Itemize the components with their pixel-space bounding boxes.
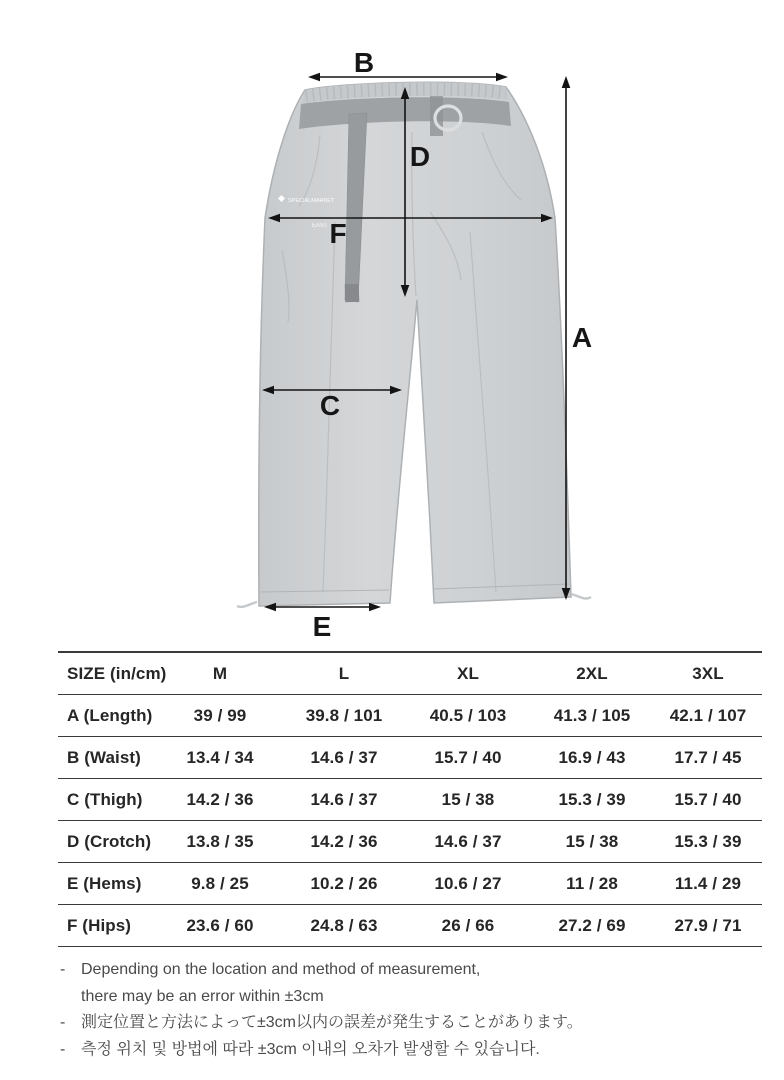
size-value-cell: 13.8 / 35 (158, 821, 282, 863)
size-value-cell: 17.7 / 45 (654, 737, 762, 779)
size-value-cell: 14.6 / 37 (282, 779, 406, 821)
size-value-cell: 15 / 38 (406, 779, 530, 821)
note-bullet: - (60, 961, 66, 978)
size-value-cell: 15.7 / 40 (654, 779, 762, 821)
size-value-cell: 23.6 / 60 (158, 905, 282, 947)
measure-label-f: F (329, 218, 347, 249)
measure-label-d: D (409, 141, 431, 172)
size-column-header: M (158, 652, 282, 695)
note-item (60, 957, 740, 1010)
measurement-notes (60, 957, 740, 1063)
size-value-cell: 14.2 / 36 (282, 821, 406, 863)
note-line: 측정 위치 및 방법에 따라 ±3cm 이내의 오차가 발생할 수 있습니다. (81, 1040, 540, 1058)
belt-strap-tip (345, 284, 360, 302)
size-value-cell: 40.5 / 103 (406, 695, 530, 737)
note-item (60, 1037, 740, 1064)
size-value-cell: 39.8 / 101 (282, 695, 406, 737)
size-table-row (58, 821, 762, 863)
note-bullet: - (60, 1040, 66, 1058)
size-value-cell: 15.3 / 39 (654, 821, 762, 863)
size-table-row (58, 863, 762, 905)
size-value-cell: 14.6 / 37 (282, 737, 406, 779)
size-value-cell: 16.9 / 43 (530, 737, 654, 779)
size-value-cell: 11 / 28 (530, 863, 654, 905)
size-value-cell: 13.4 / 34 (158, 737, 282, 779)
size-table-corner-header: SIZE (in/cm) (58, 652, 158, 695)
size-value-cell: 27.2 / 69 (530, 905, 654, 947)
measurement-row-label: A (Length) (58, 695, 158, 737)
size-table-row (58, 695, 762, 737)
size-table-header-row (58, 652, 762, 695)
measure-label-e: E (312, 611, 332, 642)
note-line: 測定位置と方法によって±3cm以内の誤差が発生することがあります。 (81, 1014, 583, 1031)
measurement-row-label: F (Hips) (58, 905, 158, 947)
size-column-header: 3XL (654, 652, 762, 695)
size-column-header: 2XL (530, 652, 654, 695)
measurement-row-label: B (Waist) (58, 737, 158, 779)
size-value-cell: 15.7 / 40 (406, 737, 530, 779)
size-value-cell: 9.8 / 25 (158, 863, 282, 905)
size-value-cell: 10.6 / 27 (406, 863, 530, 905)
note-bullet: - (60, 1014, 66, 1031)
size-value-cell: 26 / 66 (406, 905, 530, 947)
note-line: there may be an error within ±3cm (81, 987, 324, 1005)
size-value-cell: 41.3 / 105 (530, 695, 654, 737)
note-text (81, 1037, 540, 1064)
size-value-cell: 15.3 / 39 (530, 779, 654, 821)
size-value-cell: 24.8 / 63 (282, 905, 406, 947)
measure-label-c: C (319, 390, 341, 421)
size-table-row (58, 779, 762, 821)
size-table-row (58, 905, 762, 947)
brand-logo-subtext: EAST (312, 223, 328, 229)
note-line: Depending on the location and method of measurement, (81, 961, 481, 978)
brand-logo-text: SPECIALMARKET (288, 198, 335, 204)
size-value-cell: 39 / 99 (158, 695, 282, 737)
measurement-row-label: C (Thigh) (58, 779, 158, 821)
size-value-cell: 11.4 / 29 (654, 863, 762, 905)
size-table (58, 651, 762, 947)
size-column-header: L (282, 652, 406, 695)
measure-label-b: B (353, 47, 375, 78)
note-text (81, 1010, 583, 1037)
size-table-row (58, 737, 762, 779)
measurement-row-label: E (Hems) (58, 863, 158, 905)
size-value-cell: 15 / 38 (530, 821, 654, 863)
measure-label-a: A (571, 322, 593, 353)
note-text (81, 957, 480, 1010)
size-value-cell: 14.2 / 36 (158, 779, 282, 821)
measurement-row-label: D (Crotch) (58, 821, 158, 863)
note-item (60, 1010, 740, 1037)
size-value-cell: 14.6 / 37 (406, 821, 530, 863)
size-value-cell: 27.9 / 71 (654, 905, 762, 947)
size-value-cell: 42.1 / 107 (654, 695, 762, 737)
size-value-cell: 10.2 / 26 (282, 863, 406, 905)
size-column-header: XL (406, 652, 530, 695)
